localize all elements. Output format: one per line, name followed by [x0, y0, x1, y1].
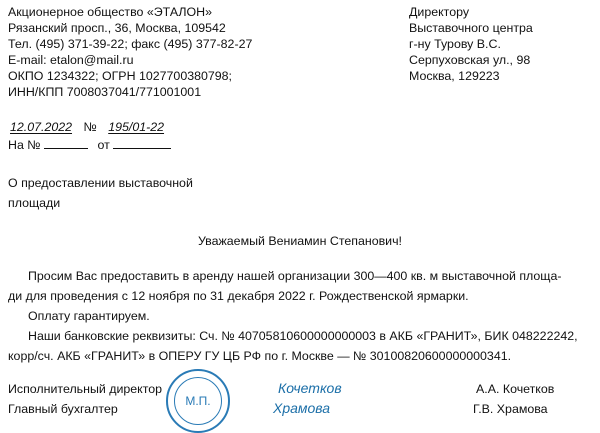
reference-line: [8, 137, 171, 153]
registration-line: [8, 119, 166, 135]
sender-org-name: Акционерное общество «ЭТАЛОН»: [8, 5, 212, 19]
letter-subject: [8, 175, 193, 215]
body-paragraph-1-line-1: Просим Вас предоставить в аренду нашей организации 300—400 кв. м выставочной площа-: [28, 269, 562, 283]
body-paragraph-2: Оплату гарантируем.: [28, 309, 150, 323]
reference-label: На №: [8, 138, 41, 152]
reference-number-blank: [44, 137, 88, 149]
body-paragraph-3-line-2: корр/сч. АКБ «ГРАНИТ» в ОПЕРУ ГУ ЦБ РФ по г. Москве — № 30100820600000000341.: [8, 349, 512, 363]
director-signature: Кочетков: [278, 380, 342, 396]
salutation: Уважаемый Вениамин Степанович!: [197, 234, 402, 248]
recipient-block: [409, 4, 533, 84]
number-label: №: [83, 120, 97, 134]
accountant-title: Главный бухгалтер: [8, 402, 118, 416]
letter-date: 12.07.2022: [10, 120, 73, 134]
letter-number: 195/01-22: [108, 120, 165, 134]
body-paragraph-1-line-2: ди для проведения с 12 ноября по 31 декабря 2022 г. Рождественской ярмарки.: [8, 289, 469, 303]
director-title: Исполнительный директор: [8, 382, 163, 396]
stamp-text: М.П.: [174, 377, 222, 425]
accountant-name: Г.В. Храмова: [473, 402, 548, 416]
recipient-organization: Выставочного центра: [409, 21, 533, 35]
recipient-name: г-ну Турову В.С.: [409, 37, 501, 51]
director-name: А.А. Кочетков: [476, 382, 555, 396]
subject-line-1: О предоставлении выставочной: [8, 176, 193, 190]
subject-line-2: площади: [8, 196, 61, 210]
sender-phone-fax: Тел. (495) 371-39-22; факс (495) 377-82-27: [8, 37, 253, 51]
sender-okpo-ogrn: ОКПО 1234322; ОГРН 1027700380798;: [8, 69, 232, 83]
recipient-position: Директору: [409, 5, 470, 19]
sender-email: E-mail: etalon@mail.ru: [8, 53, 134, 67]
stamp-seal: [166, 369, 230, 433]
accountant-signature: Храмова: [273, 400, 331, 416]
sender-block: [8, 4, 252, 100]
reference-from-label: от: [97, 138, 110, 152]
recipient-city: Москва, 129223: [409, 69, 500, 83]
sender-inn-kpp: ИНН/КПП 7008037041/771001001: [8, 85, 202, 99]
letter-body: [8, 268, 586, 368]
sender-address: Рязанский просп., 36, Москва, 109542: [8, 21, 226, 35]
recipient-street: Серпуховская ул., 98: [409, 53, 531, 67]
body-paragraph-3-line-1: Наши банковские реквизиты: Сч. № 40705810600000000003 в АКБ «ГРАНИТ», БИК 048222242,: [28, 329, 578, 343]
reference-date-blank: [113, 137, 171, 149]
